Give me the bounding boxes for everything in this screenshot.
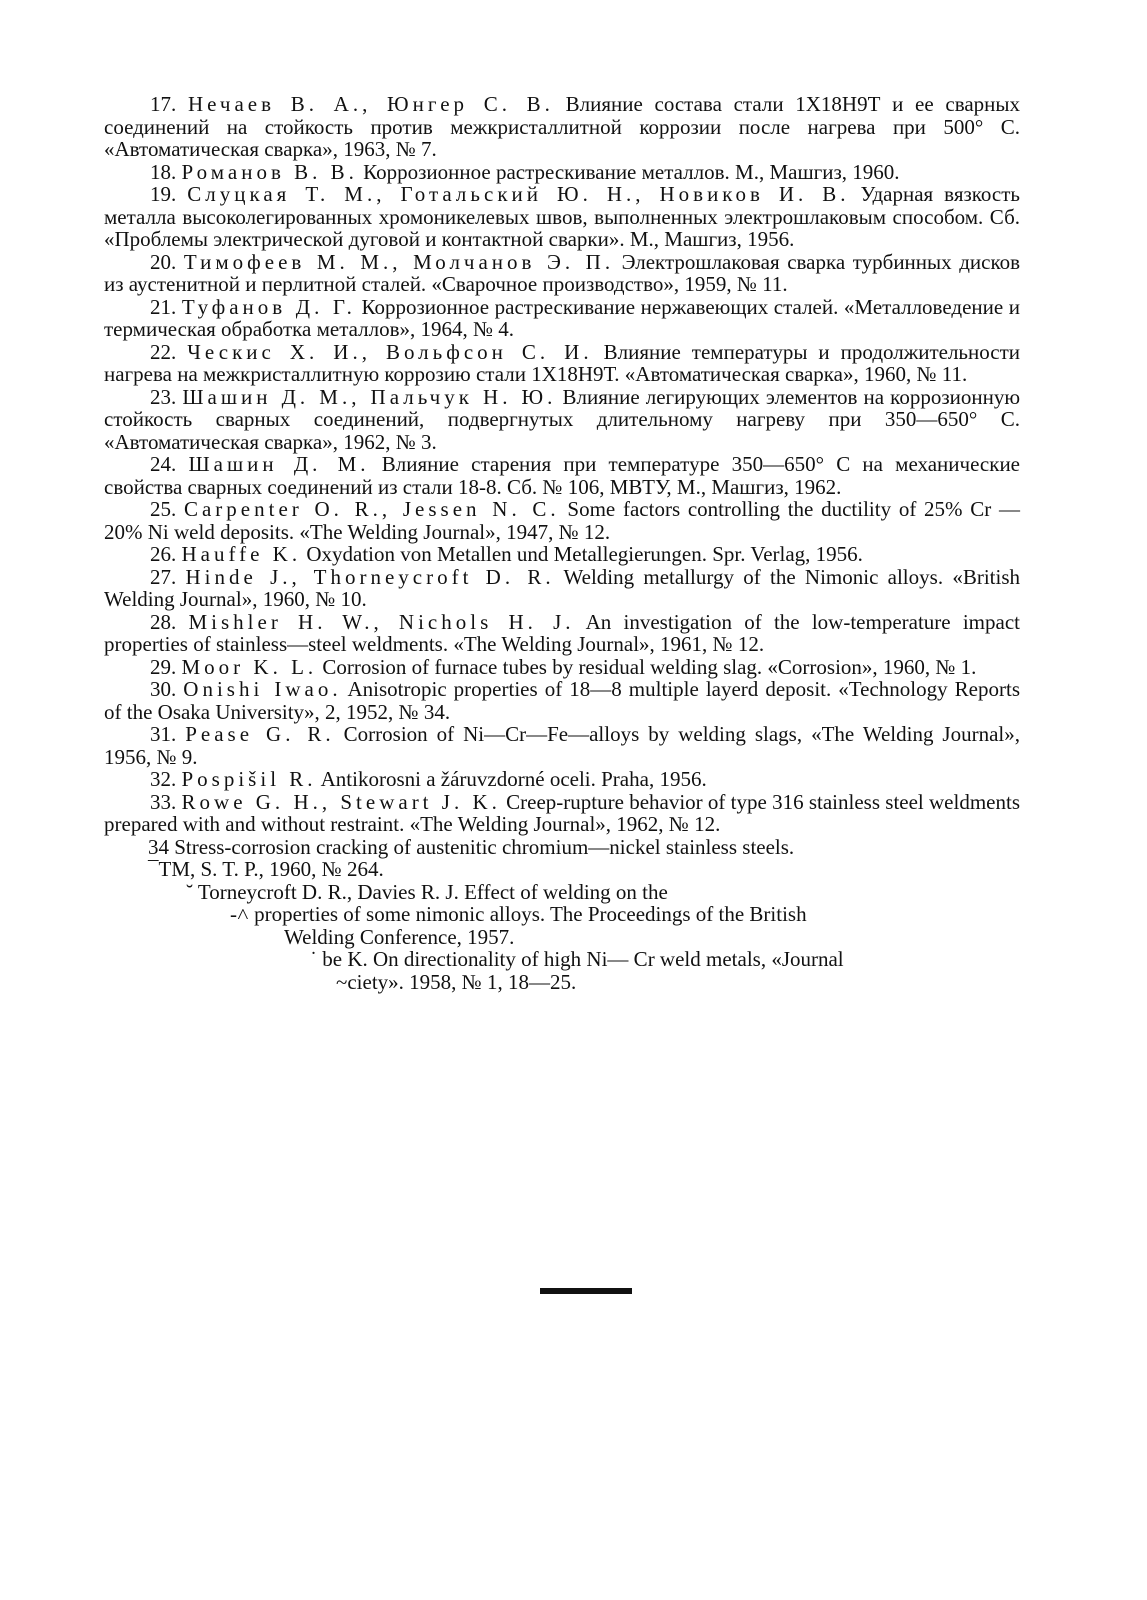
reference-number: 18. bbox=[150, 159, 177, 184]
reference-authors: Onishi Iwao. bbox=[183, 677, 342, 701]
reference-number: 30. bbox=[150, 677, 177, 701]
reference-number: 24. bbox=[150, 452, 177, 476]
end-rule bbox=[540, 1288, 632, 1294]
reference-text: Welding metallurgy of the Nimonic alloys. «British Welding Journal», 1960, № 10. bbox=[104, 564, 1020, 611]
reference-number: 31. bbox=[150, 722, 177, 746]
reference-number: 25. bbox=[150, 497, 177, 521]
reference-36-line2: ~ciety». 1958, № 1, 18—25. bbox=[336, 969, 577, 994]
reference-authors: Шашин Д. М., Пальчук Н. Ю. bbox=[182, 384, 557, 409]
reference-text: Электрошлаковая сварка турбинных дисков из аустенитной и перлитной сталей. «Сварочное производство», 1959, № 11. bbox=[104, 249, 1020, 296]
reference-authors: Туфанов Д. Г. bbox=[181, 294, 356, 319]
reference-text: An investigation of the low-temperature impact properties of stainless—steel weldments. «The Welding Journal», 1961, № 12. bbox=[104, 609, 1020, 656]
reference-authors: Mishler H. W., Nichols H. J. bbox=[188, 609, 575, 634]
reference-entry bbox=[104, 656, 1020, 679]
reference-entry bbox=[104, 678, 1020, 723]
reference-35-line1: ˘ Torneycroft D. R., Davies R. J. Effect of welding on the bbox=[186, 879, 668, 904]
reference-authors: Романов В. В. bbox=[181, 159, 358, 184]
reference-entry bbox=[104, 93, 1020, 161]
reference-text: Corrosion of furnace tubes by residual welding slag. «Corrosion», 1960, № 1. bbox=[317, 654, 977, 679]
reference-text: Creep-rupture behavior of type 316 stainless steel weldments prepared with and without restraint. «The Welding Journal», 1962, № 12. bbox=[104, 789, 1021, 836]
reference-entry bbox=[104, 566, 1020, 611]
reference-36-line1: ˙ be K. On directionality of high Ni— Cr weld metals, «Journal bbox=[310, 947, 844, 971]
reference-entry bbox=[104, 543, 1020, 566]
reference-text: Anisotropic properties of 18—8 multiple layerd deposit. «Technology Reports of the Osaka University», 2, 1952, № 34. bbox=[104, 677, 1021, 724]
reference-entry bbox=[104, 341, 1020, 386]
reference-text: Коррозионное растрескивание металлов. М., Машгиз, 1960. bbox=[357, 159, 900, 184]
reference-text: Corrosion of Ni—Cr—Fe—alloys by welding slags, «The Welding Journal», 1956, № 9. bbox=[104, 722, 1021, 769]
reference-number: 17. bbox=[150, 92, 177, 116]
reference-entry bbox=[104, 791, 1020, 836]
reference-text: Some factors controlling the ductility of 25% Cr — 20% Ni weld deposits. «The Welding Journal», 1947, № 12. bbox=[104, 497, 1021, 544]
reference-authors: Нечаев В. А., Юнгер С. В. bbox=[187, 92, 554, 116]
reference-authors: Moor K. L. bbox=[181, 654, 318, 679]
reference-text: Antikorosni a žáruvzdorné oceli. Praha, 1956. bbox=[316, 767, 707, 791]
reference-authors: Hauffe K. bbox=[181, 542, 302, 566]
reference-entry bbox=[104, 161, 1020, 184]
reference-list bbox=[104, 93, 1020, 836]
reference-authors: Pospišil R. bbox=[181, 767, 317, 791]
reference-number: 26. bbox=[150, 542, 177, 566]
reference-number: 32. bbox=[150, 767, 177, 791]
reference-35-line3: Welding Conference, 1957. bbox=[284, 924, 515, 949]
reference-entry bbox=[104, 453, 1020, 498]
reference-number: 28. bbox=[150, 609, 177, 634]
reference-number: 33. bbox=[150, 789, 177, 814]
reference-number: 21. bbox=[150, 294, 177, 319]
reference-34-line2: ¯TM, S. T. P., 1960, № 264. bbox=[148, 857, 384, 881]
reference-authors: Rowe G. H., Stewart J. K. bbox=[181, 789, 501, 814]
reference-entry bbox=[104, 723, 1020, 768]
reference-authors: Тимофеев М. М., Молчанов Э. П. bbox=[183, 249, 615, 274]
reference-entry bbox=[104, 251, 1020, 296]
reference-number: 23. bbox=[150, 384, 177, 409]
reference-authors: Шашин Д. М. bbox=[188, 452, 370, 476]
reference-34-line1: 34 Stress-corrosion cracking of austenitic chromium—nickel stainless steels. bbox=[148, 834, 795, 859]
reference-authors: Hinde J., Thorneycroft D. R. bbox=[185, 564, 555, 589]
reference-entry bbox=[104, 611, 1020, 656]
reference-text: Влияние температуры и продолжительности нагрева на межкристаллитную коррозию стали 1Х18Н9Т. «Автоматическая сварка», 1960, № 11. bbox=[104, 339, 1021, 386]
reference-entry bbox=[104, 768, 1020, 791]
reference-text: Коррозионное растрескивание нержавеющих сталей. «Металловедение и термическая обработка металлов», 1964, № 4. bbox=[104, 294, 1020, 341]
reference-text: Oxydation von Metallen und Metallegierungen. Spr. Verlag, 1956. bbox=[301, 542, 863, 566]
reference-entry bbox=[104, 498, 1020, 543]
bibliography-page bbox=[104, 93, 1020, 993]
reference-number: 22. bbox=[150, 339, 177, 364]
reference-35-line2: -˄ properties of some nimonic alloys. The Proceedings of the British bbox=[230, 902, 807, 926]
reference-number: 27. bbox=[150, 564, 177, 589]
reference-text: Влияние состава стали 1Х18Н9Т и ее сварных соединений на стойкость против межкристаллитной коррозии после нагрева при 500° С. «Автоматическая сварка», 1963, № 7. bbox=[104, 92, 1021, 161]
reference-number: 29. bbox=[150, 654, 177, 679]
reference-number: 19. bbox=[150, 182, 177, 206]
reference-entry bbox=[104, 386, 1020, 454]
reference-authors: Carpenter O. R., Jessen N. C. bbox=[183, 497, 560, 521]
reference-text: Ударная вязкость металла высоколегированных хромоникелевых швов, выполненных электрошлаковым способом. Сб. «Проблемы электрической дуговой и контактной сварки». М., Машгиз, 1956. bbox=[104, 182, 1021, 251]
reference-entry bbox=[104, 183, 1020, 251]
reference-authors: Слуцкая Т. М., Готальский Ю. Н., Новиков И. В. bbox=[187, 182, 850, 206]
reference-text: Влияние старения при температуре 350—650° С на механические свойства сварных соединений из стали 18-8. Сб. № 106, МВТУ, М., Машгиз, 1962. bbox=[104, 452, 1021, 499]
reference-authors: Pease G. R. bbox=[185, 722, 335, 746]
reference-text: Влияние легирующих элементов на коррозионную стойкость сварных соединений, подвергнутых длительному нагреву при 350—650° С. «Автоматическая сварка», 1962, № 3. bbox=[104, 384, 1021, 454]
reference-entry bbox=[104, 296, 1020, 341]
reference-authors: Ческис Х. И., Вольфсон С. И. bbox=[187, 339, 593, 364]
reference-number: 20. bbox=[150, 249, 177, 274]
